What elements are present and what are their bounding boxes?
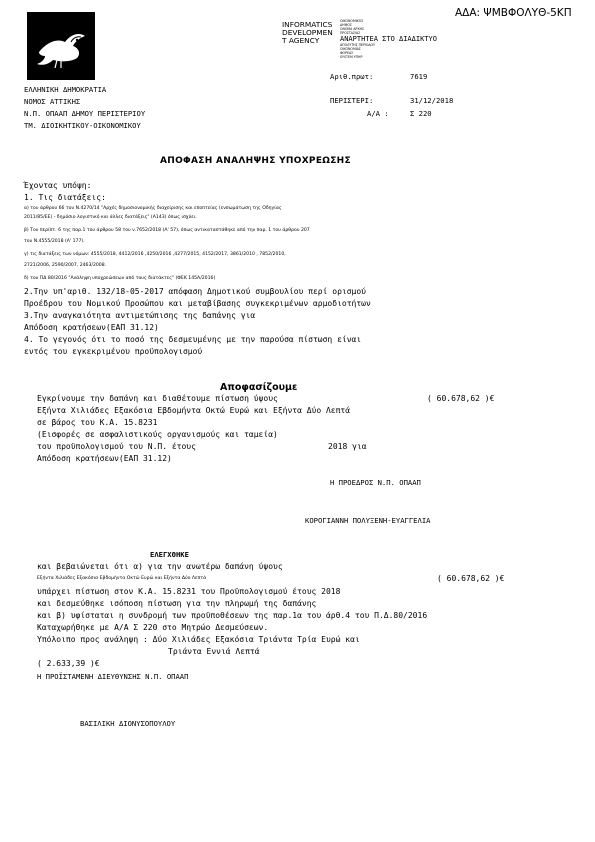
- verification-line-5: και β) υφίσταται η συνδρομή των προϋποθέσεων της παρ.1α του άρθ.4 του Π.Δ.80/2016: [37, 611, 428, 620]
- agency-small-3: ΟΝΟΜΑ ΑΡΧΗΣ: [340, 27, 365, 31]
- agency-small-7: ΦΟΡΕΑΣ: [340, 51, 354, 55]
- verification-amount-words: Εξήντα Χιλιάδες Εξακόσια Εβδομήντα Οκτώ Ευρώ και Εξήντα Δύο Λεπτά: [37, 576, 207, 581]
- considering-heading: Έχοντας υπόψη:: [24, 181, 92, 190]
- emblem-logo: [27, 12, 95, 80]
- decision-line-1: Εγκρίνουμε την δαπάνη και διαθέτουμε πίστωση ύψους: [37, 394, 278, 403]
- decision-budget-year-label: του προϋπολογισμού του Ν.Π. έτους: [37, 442, 196, 451]
- verification-heading: ΕΛΕΓΧΘΗΚΕ: [150, 550, 189, 559]
- protocol-number: 7619: [410, 72, 428, 81]
- provision-a-line-2: 2011/85/ΕΕ) - δημόσιο λογιστικό και άλλες διατάξεις" (Α143) όπως ισχύει.: [24, 215, 197, 220]
- provision-d: δ) του ΠΔ 80/2016 "Ανάληψη υποχρεώσεων από τους διατάκτες" (ΦΕΚ 145Α/2016): [24, 276, 216, 281]
- decision-purpose: Απόδοση κρατήσεων(ΕΑΠ 31.12): [37, 454, 172, 463]
- verification-amount: ( 60.678,62 )€: [437, 574, 505, 583]
- agency-line-3: T AGENCY: [282, 36, 320, 45]
- agency-small-4: ΠΡΟΣΤΑΣΙΑΣ: [340, 31, 361, 35]
- provision-b-line-2: του Ν.4555/2018 (Α' 177).: [24, 239, 85, 244]
- considering-item-4-line-1: 4. Το γεγονός ότι το ποσό της δεσμευμένης με την παρούσα πίστωση είναι: [24, 335, 362, 344]
- agency-small-8: SYSTEM ΥΠΗΡ: [340, 55, 363, 59]
- president-name: ΚΟΡΟΓΙΑΝΝΗ ΠΟΛΥΞΕΝΗ-ΕΥΑΓΓΕΛΙΑ: [305, 516, 431, 525]
- agency-small-6: ΟΙΚΟΝΟΜΙΑΣ: [340, 47, 361, 51]
- aa-label: Α/Α :: [367, 109, 389, 118]
- document-date: 31/12/2018: [410, 96, 454, 105]
- agency-line-2: DEVELOPMEN: [282, 28, 333, 37]
- agency-small-1: ΟΙΚΟΝΟΜΙΚΟΣ: [340, 19, 364, 23]
- provision-c-line-2: 2721/2006, 2590/2007, 2463/2008.: [24, 263, 107, 268]
- protocol-label: Αριθ.πρωτ:: [330, 72, 374, 81]
- verification-line-4: και δεσμεύθηκε ισόποση πίστωση για την πληρωμή της δαπάνης: [37, 599, 317, 608]
- dove-emblem-icon: [27, 12, 95, 80]
- considering-item-3-line-1: 3.Την αναγκαιότητα αντιμετώπισης της δαπάνης για: [24, 311, 256, 320]
- issuer-line-4: ΤΜ. ΔΙΟΙΚΗΤΙΚΟΥ-ΟΙΚΟΝΟΜΙΚΟΥ: [24, 121, 141, 130]
- considering-item-2-line-1: 2.Την υπ'αριθ. 132/18-05-2017 απόφαση Δημοτικού συμβουλίου περί ορισμού: [24, 287, 366, 296]
- decision-amount: ( 60.678,62 )€: [427, 394, 495, 403]
- president-title: Η ΠΡΟΕΔΡΟΣ Ν.Π. ΟΠΑΑΠ: [330, 478, 421, 487]
- considering-item-2-line-2: Προέδρου του Νομικού Προσώπου και μεταβίβασης συγκεκριμένων αρμοδιοτήτων: [24, 299, 371, 308]
- agency-line-1: INFORMATICS: [282, 20, 333, 29]
- director-title: Η ΠΡΟΪΣΤΑΜΕΝΗ ΔΙΕΥΘΥΝΣΗΣ Ν.Π. ΟΠΑΑΠ: [37, 672, 189, 681]
- considering-item-4-line-2: εντός του εγκεκριμένου προϋπολογισμού: [24, 347, 203, 356]
- provision-a-line-1: α) του άρθρου 66 του Ν.4270/14 "Αρχές δημοσιονομικής διαχείρισης και εποπτείας (ενσωμάτωση της Οδηγίας: [24, 206, 282, 211]
- ada-code: ΑΔΑ: ΨΜΒΦΟΛΥΘ-5ΚΠ: [455, 7, 572, 19]
- verification-line-3: υπάρχει πίστωση στον Κ.Α. 15.8231 του Προϋπολογισμού έτους 2018: [37, 587, 341, 596]
- verification-line-6: Καταχωρήθηκε με Α/Α Σ 220 στο Μητρώο Δεσμεύσεων.: [37, 623, 269, 632]
- place-label: ΠΕΡΙΣΤΕΡΙ:: [330, 96, 374, 105]
- decision-amount-words: Εξήντα Χιλιάδες Εξακόσια Εβδομήντα Οκτώ Ευρώ και Εξήντα Δύο Λεπτά: [37, 406, 351, 415]
- verification-line-1: και βεβαιώνεται ότι α) για την ανωτέρω δαπάνη ύψους: [37, 562, 283, 571]
- decision-budget-year: 2018 για: [328, 442, 367, 451]
- posted-online-stamp: ΑΝΑΡΤΗΤΕΑ ΣΤΟ ΔΙΑΔΙΚΤΥΟ: [340, 35, 437, 43]
- issuer-line-3: Ν.Π. ΟΠΑΑΠ ΔΗΜΟΥ ΠΕΡΙΣΤΕΡΙΟΥ: [24, 109, 146, 118]
- verification-line-8: Τριάντα Εννιά Λεπτά: [168, 647, 260, 656]
- agency-small-2: ΔΗΜΟΣ: [340, 23, 352, 27]
- verification-line-7: Υπόλοιπο προς ανάληψη : Δύο Χιλιάδες Εξακόσια Τριάντα Τρία Ευρώ και: [37, 635, 360, 644]
- decision-budget-code: σε βάρος του Κ.Α. 15.8231: [37, 418, 158, 427]
- provision-b-line-1: β) Του περίπτ. 6 της παρ.1 του άρθρου 58 του ν.7652/2018 (Α' 57), όπως αντικαταστάθηκε από την παρ. 1 του άρθρου 207: [24, 228, 310, 233]
- aa-value: Σ 220: [410, 109, 432, 118]
- provision-c-line-1: γ) τις διατάξεις των νόμων: 4555/2018, 4412/2016 ,4250/2016 ,4277/2015, 4152/2017, 3861/2010 , 7852/2010,: [24, 252, 286, 257]
- remaining-amount: ( 2.633,39 )€: [37, 659, 100, 668]
- page-title: ΑΠΟΦΑΣΗ ΑΝΑΛΗΨΗΣ ΥΠΟΧΡΕΩΣΗΣ: [160, 156, 351, 166]
- issuer-line-2: ΝΟΜΟΣ ΑΤΤΙΚΗΣ: [24, 97, 81, 106]
- agency-small-5: ΑΠΟΛΥΤΗΣ ΠΕΡΙΟΔΟΥ: [340, 43, 376, 47]
- considering-item-1: 1. Τις διατάξεις:: [24, 193, 106, 202]
- decision-heading: Αποφασίζουμε: [220, 382, 298, 393]
- director-name: ΒΑΣΙΛΙΚΗ ΔΙΟΝΥΣΟΠΟΥΛΟΥ: [80, 719, 176, 728]
- considering-item-3-line-2: Απόδοση κρατήσεων(ΕΑΠ 31.12): [24, 323, 159, 332]
- decision-budget-description: (Εισφορές σε ασφαλιστικούς οργανισμούς και ταμεία): [37, 430, 278, 439]
- issuer-line-1: ΕΛΛΗΝΙΚΗ ΔΗΜΟΚΡΑΤΙΑ: [24, 85, 107, 94]
